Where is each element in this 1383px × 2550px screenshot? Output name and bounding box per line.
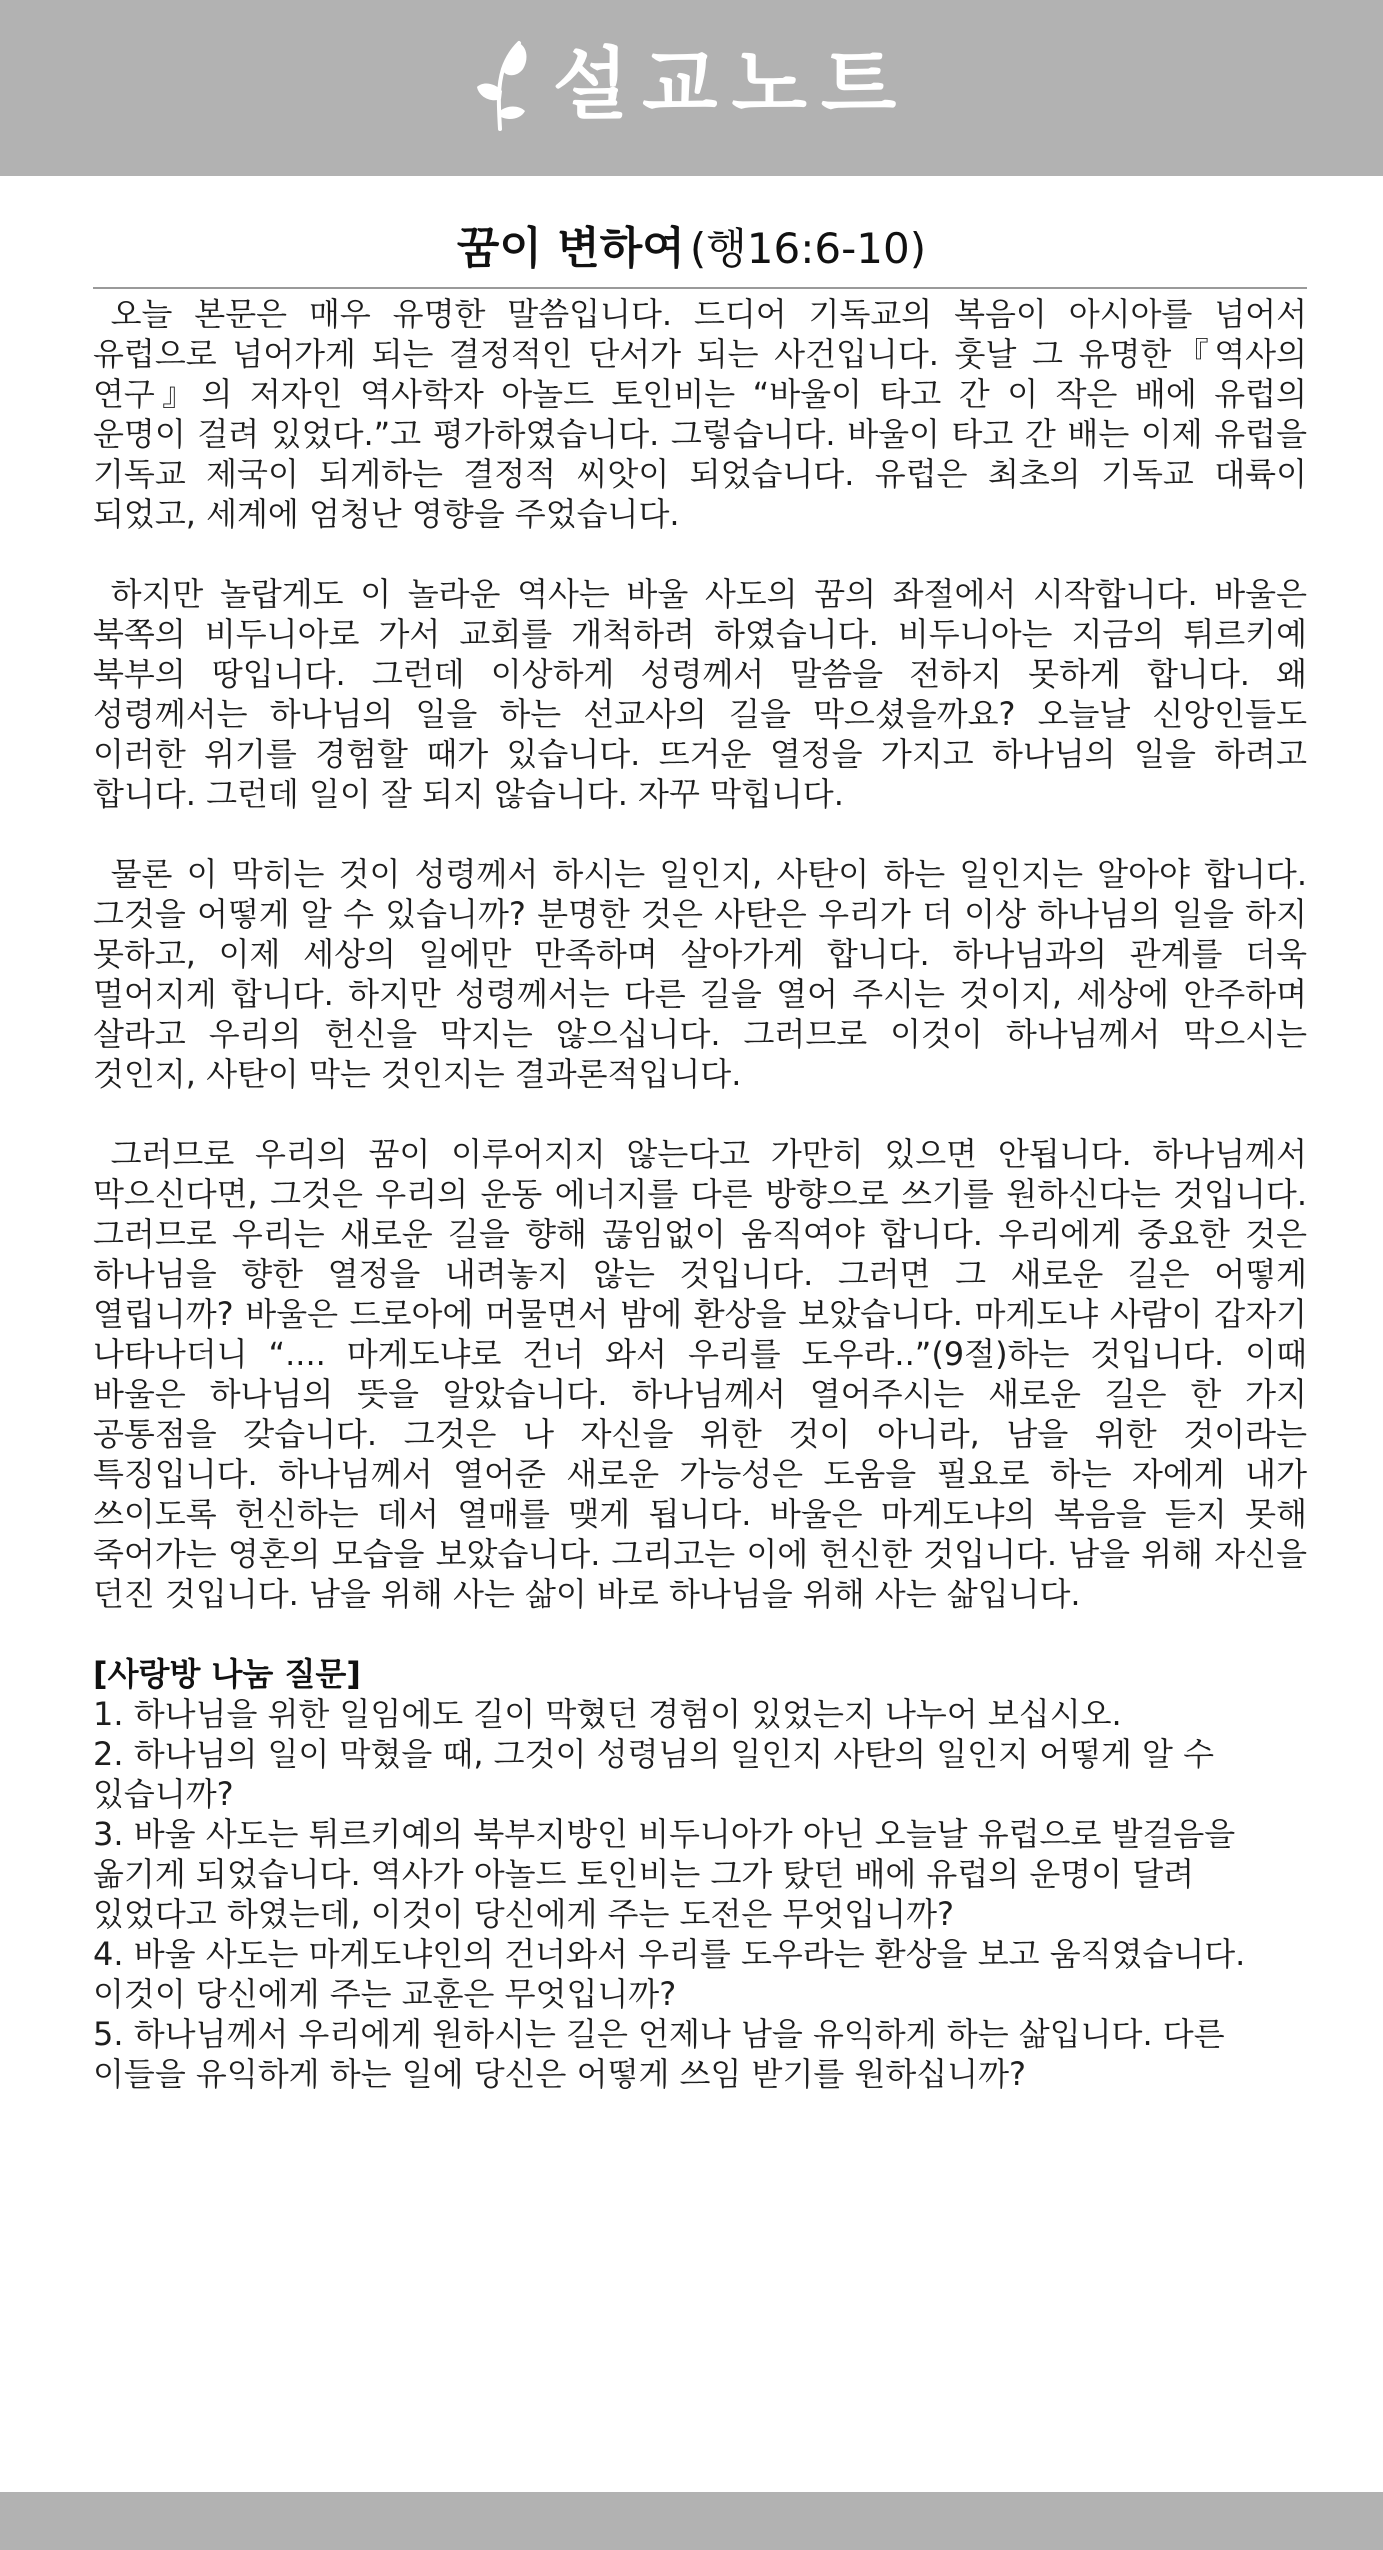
title-divider (93, 287, 1307, 289)
question-item-2: 2. 하나님의 일이 막혔을 때, 그것이 성령님의 일인지 사탄의 일인지 어떻게 알 수 있습니까? (93, 1735, 1215, 1813)
sermon-title-text: 꿈이 변하여 (456, 223, 685, 274)
sermon-body (93, 294, 1307, 2094)
question-item-4: 4. 바울 사도는 마게도냐인의 건너와서 우리를 도우라는 환상을 보고 움직였습니다. 이것이 당신에게 주는 교훈은 무엇입니까? (93, 1935, 1246, 2013)
header-brand (473, 39, 910, 131)
sermon-paragraph-1: 오늘 본문은 매우 유명한 말씀입니다. 드디어 기독교의 복음이 아시아를 넘어서 유럽으로 넘어가게 되는 결정적인 단서가 되는 사건입니다. 훗날 그 유명한『역사의 연구』의 저자인 역사학자 아놀드 토인비는 “바울이 타고 간 이 작은 배에 유럽의 운명이 걸려 있었다.”고 평가하였습니다. 그렇습니다. 바울이 타고 간 배는 이제 유럽을 기독교 제국이 되게하는 결정적 씨앗이 되었습니다. 유럽은 최초의 기독교 대륙이 되었고, 세계에 엄청난 영향을 주었습니다. (93, 295, 1307, 533)
leaf-sprout-icon (473, 39, 531, 131)
header-bar (0, 0, 1383, 176)
question-item-3: 3. 바울 사도는 튀르키예의 북부지방인 비두니아가 아닌 오늘날 유럽으로 발걸음을 옮기게 되었습니다. 역사가 아놀드 토인비는 그가 탔던 배에 유럽의 운명이 달려 있었다고 하였는데, 이것이 당신에게 주는 도전은 무엇입니까? (93, 1815, 1236, 1933)
footer-bar (0, 2492, 1383, 2550)
question-item-5: 5. 하나님께서 우리에게 원하시는 길은 언제나 남을 유익하게 하는 삶입니다. 다른 이들을 유익하게 하는 일에 당신은 어떻게 쓰임 받기를 원하십니까? (93, 2015, 1225, 2093)
sermon-paragraph-2: 하지만 놀랍게도 이 놀라운 역사는 바울 사도의 꿈의 좌절에서 시작합니다. 바울은 북쪽의 비두니아로 가서 교회를 개척하려 하였습니다. 비두니아는 지금의 튀르키예 북부의 땅입니다. 그런데 이상하게 성령께서 말씀을 전하지 못하게 합니다. 왜 성령께서는 하나님의 일을 하는 선교사의 길을 막으셨을까요? 오늘날 신앙인들도 이러한 위기를 경험할 때가 있습니다. 뜨거운 열정을 가지고 하나님의 일을 하려고 합니다. 그런데 일이 잘 되지 않습니다. 자꾸 막힙니다. (93, 575, 1307, 813)
sermon-title (0, 214, 1383, 293)
sermon-scripture-reference: (행16:6-10) (689, 224, 927, 273)
sermon-paragraph-4: 그러므로 우리의 꿈이 이루어지지 않는다고 가만히 있으면 안됩니다. 하나님께서 막으신다면, 그것은 우리의 운동 에너지를 다른 방향으로 쓰기를 원하신다는 것입니다. 그러므로 우리는 새로운 길을 향해 끊임없이 움직여야 합니다. 우리에게 중요한 것은 하나님을 향한 열정을 내려놓지 않는 것입니다. 그러면 그 새로운 길은 어떻게 열립니까? 바울은 드로아에 머물면서 밤에 환상을 보았습니다. 마게도냐 사람이 갑자기 나타나더니 “.... 마게도냐로 건너 와서 우리를 도우라..”(9절)하는 것입니다. 이때 바울은 하나님의 뜻을 알았습니다. 하나님께서 열어주시는 새로운 길은 한 가지 공통점을 갖습니다. 그것은 나 자신을 위한 것이 아니라, 남을 위한 것이라는 특징입니다. 하나님께서 열어준 새로운 가능성은 도움을 필요로 하는 자에게 내가 쓰이도록 헌신하는 데서 열매를 맺게 됩니다. 바울은 마게도냐의 복음을 듣지 못해 죽어가는 영혼의 모습을 보았습니다. 그리고는 이에 헌신한 것입니다. 남을 위해 자신을 던진 것입니다. 남을 위해 사는 삶이 바로 하나님을 위해 사는 삶입니다. (93, 1135, 1307, 1613)
discussion-questions (93, 1654, 1307, 2094)
question-item-1: 1. 하나님을 위한 일임에도 길이 막혔던 경험이 있었는지 나누어 보십시오. (93, 1695, 1122, 1733)
page-header-title: 설교노트 (552, 40, 911, 130)
sermon-paragraph-3: 물론 이 막히는 것이 성령께서 하시는 일인지, 사탄이 하는 일인지는 알아야 합니다. 그것을 어떻게 알 수 있습니까? 분명한 것은 사탄은 우리가 더 이상 하나님의 일을 하지 못하고, 이제 세상의 일에만 만족하며 살아가게 합니다. 하나님과의 관계를 더욱 멀어지게 합니다. 하지만 성령께서는 다른 길을 열어 주시는 것이지, 세상에 안주하며 살라고 우리의 헌신을 막지는 않으십니다. 그러므로 이것이 하나님께서 막으시는 것인지, 사탄이 막는 것인지는 결과론적입니다. (93, 855, 1307, 1093)
questions-heading: [사랑방 나눔 질문] (93, 1655, 361, 1693)
